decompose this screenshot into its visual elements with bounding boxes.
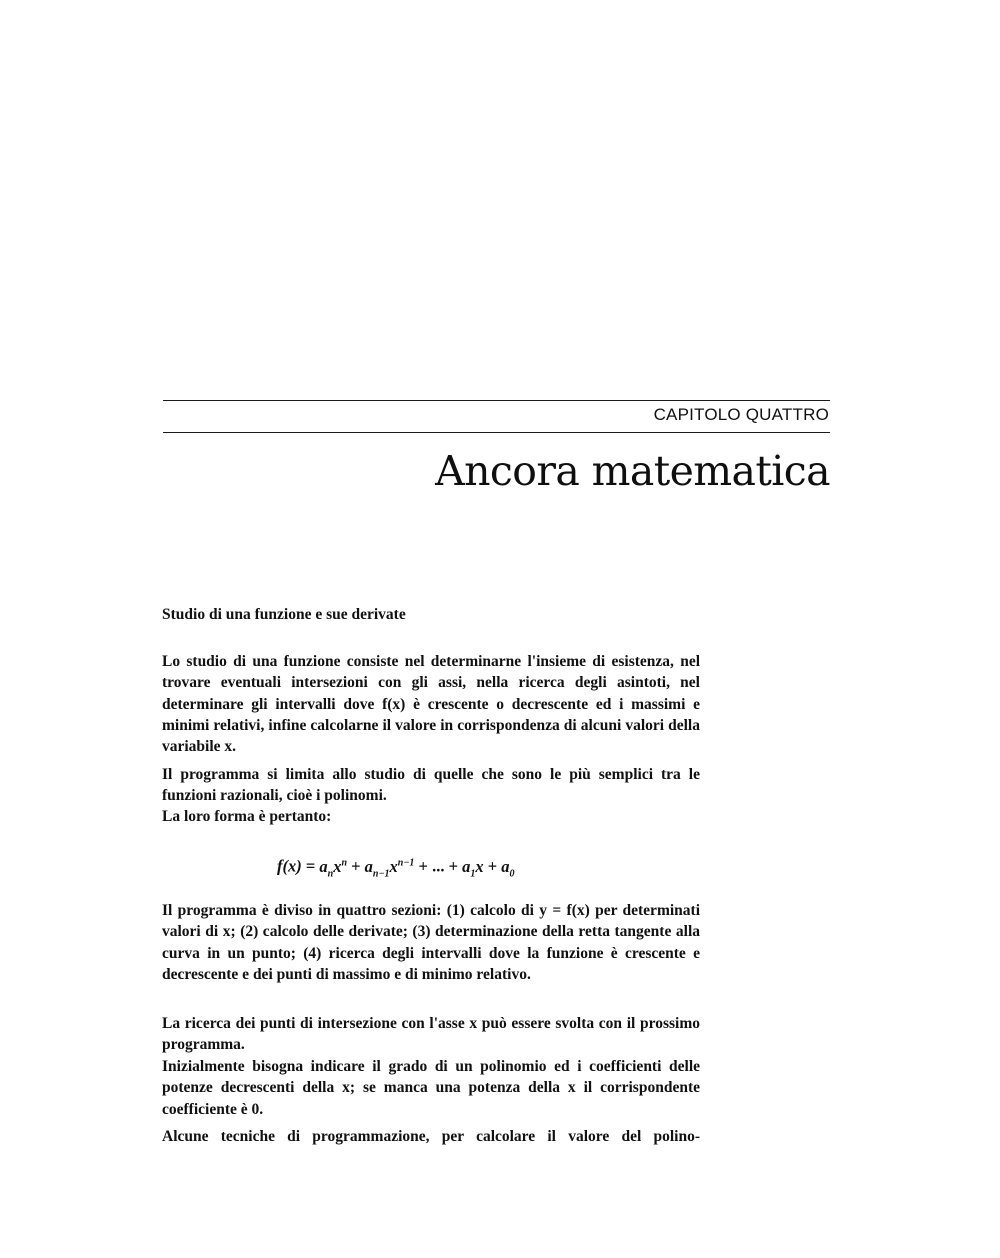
formula-term-n [319, 856, 348, 879]
coef-sub: 0 [509, 867, 515, 879]
paragraph-form [162, 806, 700, 827]
paragraph-intro [162, 651, 700, 757]
paragraph-text: Lo studio di una funzione consiste nel determinarne l'insieme di esistenza, nel trovare eventuali intersezioni con gli assi, nella ricerca degli asintoti, nel determinare gli intervalli dove f(x) è crescente o decrescente ed i massimi e minimi relativi, infine calcolarne il valore in corrispondenza di alcuni valori della variabile x. [162, 653, 700, 756]
chapter-title: Ancora matematica [435, 447, 830, 495]
header-rule-bottom [163, 432, 830, 433]
paragraph-text: Inizialmente bisogna indicare il grado di un polinomio ed i coefficienti delle potenze decrescenti della x; se manca una potenza della x il corrispondente coefficiente è 0. [162, 1058, 700, 1118]
ellipsis: ... [432, 856, 445, 876]
coef: a [364, 856, 373, 876]
paragraph-intersections [162, 1013, 700, 1056]
paragraph-text: Il programma si limita allo studio di quelle che sono le più semplici tra le funzioni razionali, cioè i polinomi. [162, 766, 700, 805]
paragraph-scope [162, 764, 700, 807]
plus: + [418, 856, 428, 876]
plus: + [448, 856, 458, 876]
header-rule-top [163, 400, 830, 401]
paragraph-text: La loro forma è pertanto: [162, 808, 332, 825]
polynomial-formula [277, 851, 515, 886]
formula-term-n-1 [364, 856, 415, 879]
coef-sub: n−1 [372, 867, 390, 879]
chapter-label: CAPITOLO QUATTRO [653, 405, 829, 424]
var: x [475, 856, 484, 876]
coef-sub: n [327, 867, 334, 879]
var: x [333, 856, 342, 876]
paragraph-text: Alcune tecniche di programmazione, per calcolare il valore del polino- [162, 1128, 700, 1145]
section-heading: Studio di una funzione e sue derivate [162, 606, 406, 623]
formula-lhs: f(x) [277, 856, 302, 876]
formula-equals: = [305, 856, 316, 876]
coef: a [319, 856, 328, 876]
var-sup: n−1 [397, 857, 415, 868]
coef: a [462, 856, 471, 876]
plus: + [351, 856, 361, 876]
paragraph-text: La ricerca dei punti di intersezione con l'asse x può essere svolta con il prossimo programma. [162, 1015, 700, 1054]
paragraph-coefficients [162, 1056, 700, 1120]
coef: a [501, 856, 510, 876]
formula-term-1 [462, 856, 484, 879]
var: x [389, 856, 398, 876]
paragraph-sections [162, 900, 700, 985]
paragraph-techniques [162, 1126, 700, 1147]
formula-term-0 [501, 856, 515, 879]
paragraph-text: Il programma è diviso in quattro sezioni: (1) calcolo di y = f(x) per determinati valori di x; (2) calcolo delle derivate; (3) determinazione della retta tangente alla curva in un punto; (4) ricerca degli intervalli dove la funzione è crescente e decrescente e dei punti di massimo e di minimo relativo. [162, 902, 700, 983]
var-sup: n [341, 857, 348, 868]
coef-sub: 1 [470, 867, 476, 879]
plus: + [487, 856, 498, 876]
